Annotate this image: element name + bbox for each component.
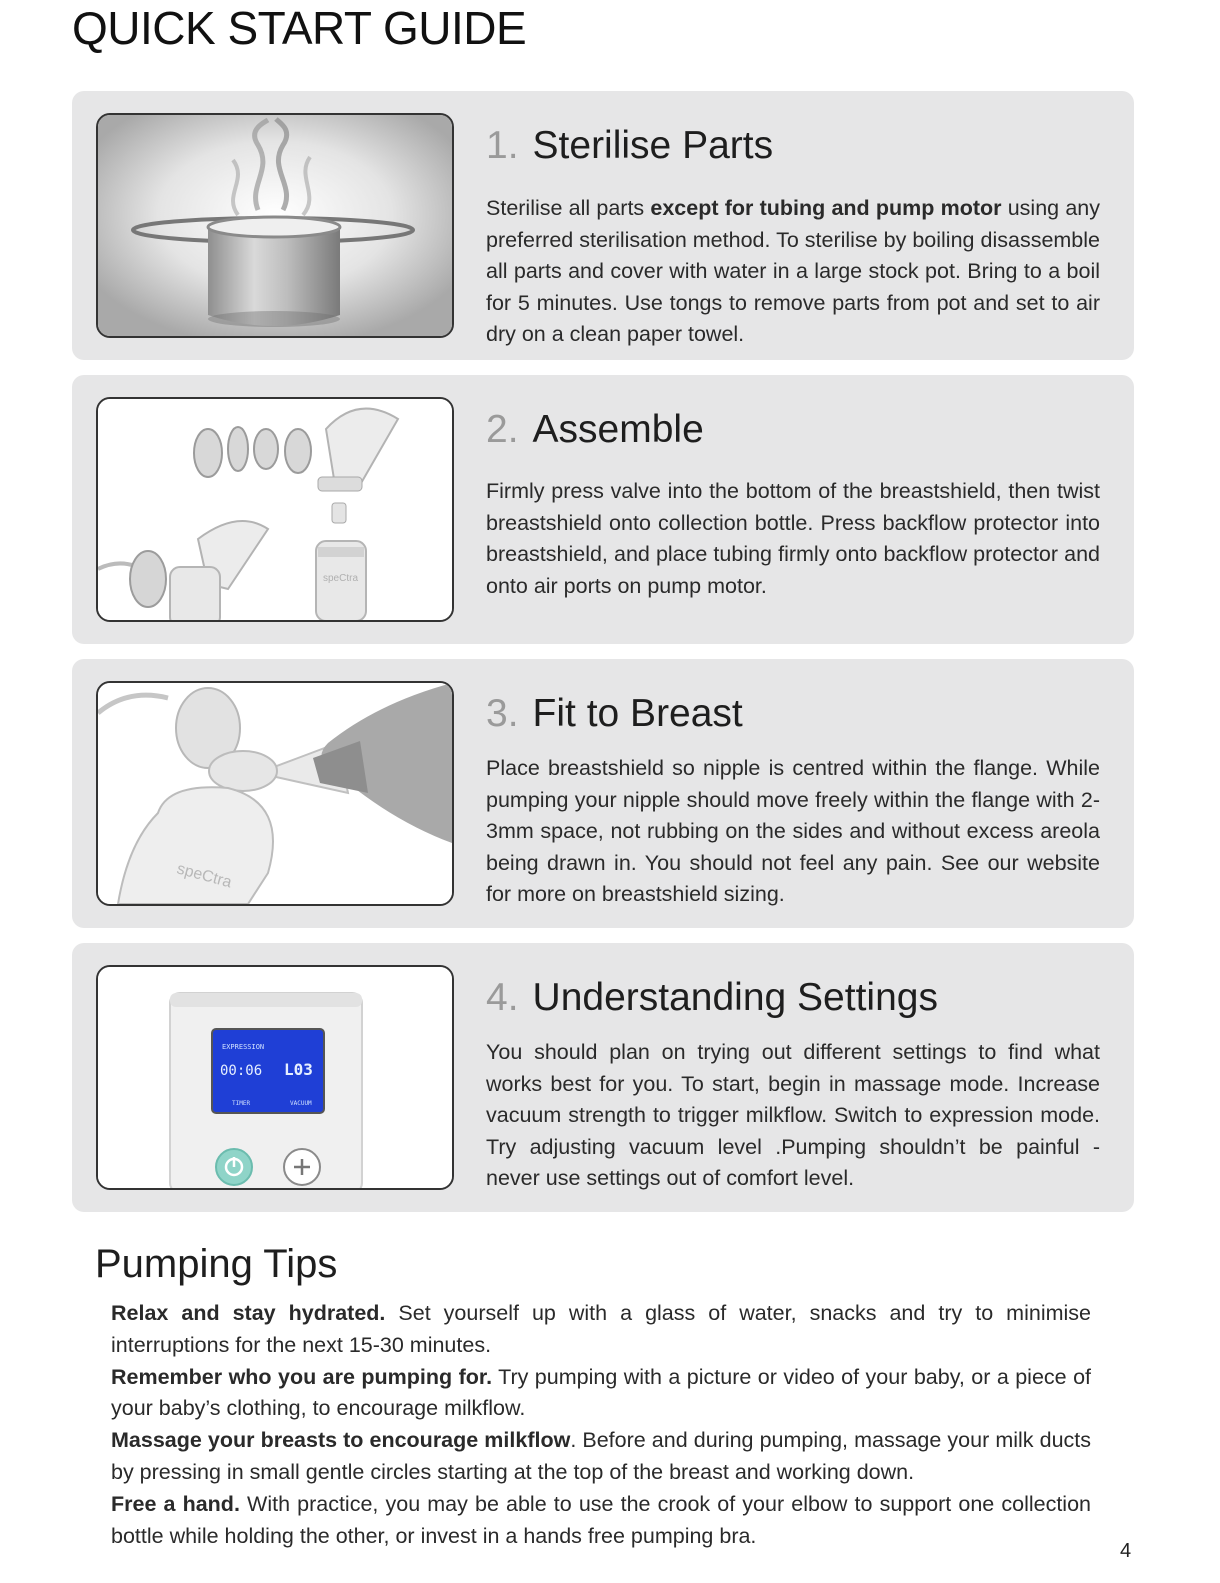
step-body-text: using any preferred sterilisation method. To sterilise by boiling disassemble all parts and cover with water in a large stock pot. Bring to a boil for 5 minutes. Use tongs to remove parts from pot and set to air dry on a clean paper towel. [486, 196, 1100, 346]
boiling-pot-icon [96, 113, 454, 338]
tips-list [111, 1298, 1091, 1552]
display-timer-label: TIMER [232, 1100, 251, 1107]
step-heading [486, 973, 938, 1023]
breast-fit-icon [96, 681, 454, 906]
tip-text: . Before and during pumping, massage your milk ducts by pressing in small gentle circles starting at the top of the breast and working down. [111, 1428, 1091, 1484]
display-vacuum-label: VACUUM [290, 1100, 312, 1107]
step-body [486, 193, 1100, 351]
step-title: Sterilise Parts [532, 124, 774, 167]
step-number: 1. [486, 124, 519, 167]
step-sterilise [72, 91, 1134, 360]
tip-item [111, 1298, 1091, 1362]
tip-text: With practice, you may be able to use the crook of your elbow to support one collection bottle while holding the other, or invest in a hands free pumping bra. [111, 1491, 1091, 1548]
tip-item [111, 1425, 1091, 1489]
display-level: L03 [284, 1060, 313, 1079]
display-timer: 00:06 [220, 1063, 263, 1079]
step-body: Place breastshield so nipple is centred within the flange. While pumping your nipple should move freely within the flange with 2-3mm space, not rubbing on the sides and without excess areola being drawn in. You should not feel any pain. See our website for more on breastshield sizing. [486, 756, 1100, 906]
tip-lead: Remember who you are pumping for. [111, 1364, 493, 1389]
tip-item [111, 1489, 1091, 1553]
tip-lead: Massage your breasts to encourage milkflow [111, 1428, 571, 1453]
step-body-text: Sterilise all parts [486, 196, 651, 220]
tips-title: Pumping Tips [95, 1242, 338, 1286]
tip-lead: Relax and stay hydrated. [111, 1301, 386, 1325]
step-fit [72, 659, 1134, 928]
step-number: 3. [486, 692, 519, 735]
display-mode: EXPRESSION [222, 1043, 265, 1051]
tip-text: Try pumping with a picture or video of your baby, or a piece of your baby’s clothing, to encourage milkflow. [111, 1364, 1092, 1421]
step-heading [486, 689, 743, 739]
tip-lead: Free a hand. [111, 1491, 240, 1516]
step-title: Fit to Breast [532, 692, 743, 735]
tip-item [111, 1362, 1091, 1426]
step-heading [486, 121, 773, 171]
step-heading [486, 405, 704, 455]
step-body: You should plan on trying out different settings to find what works best for you. To start, begin in massage mode. Increase vacuum strength to trigger milkflow. Switch to expression mode. Try adjusting vacuum level .Pumping shouldn’t be painful - never use settings out of comfort level. [486, 1040, 1100, 1190]
tip-text: Set yourself up with a glass of water, snacks and try to minimise interruptions for the next 15-30 minutes. [111, 1301, 1091, 1357]
pump-display-icon [96, 965, 454, 1190]
page-number: 4 [1120, 1540, 1132, 1562]
step-number: 4. [486, 976, 519, 1019]
step-body-emphasis: except for tubing and pump motor [650, 196, 1002, 220]
pump-parts-icon [96, 397, 454, 622]
brand-text: speCtra [323, 573, 359, 584]
step-assemble [72, 375, 1134, 644]
step-number: 2. [486, 408, 519, 451]
step-title: Understanding Settings [532, 976, 938, 1019]
step-body: Firmly press valve into the bottom of the breastshield, then twist breastshield onto collection bottle. Press backflow protector into breastshield, and place tubing firmly onto backflow protector and onto air ports on pump motor. [486, 479, 1100, 598]
brand-text: speCtra [174, 860, 234, 892]
step-settings [72, 943, 1134, 1212]
page-title: QUICK START GUIDE [72, 2, 527, 54]
step-title: Assemble [532, 408, 704, 451]
